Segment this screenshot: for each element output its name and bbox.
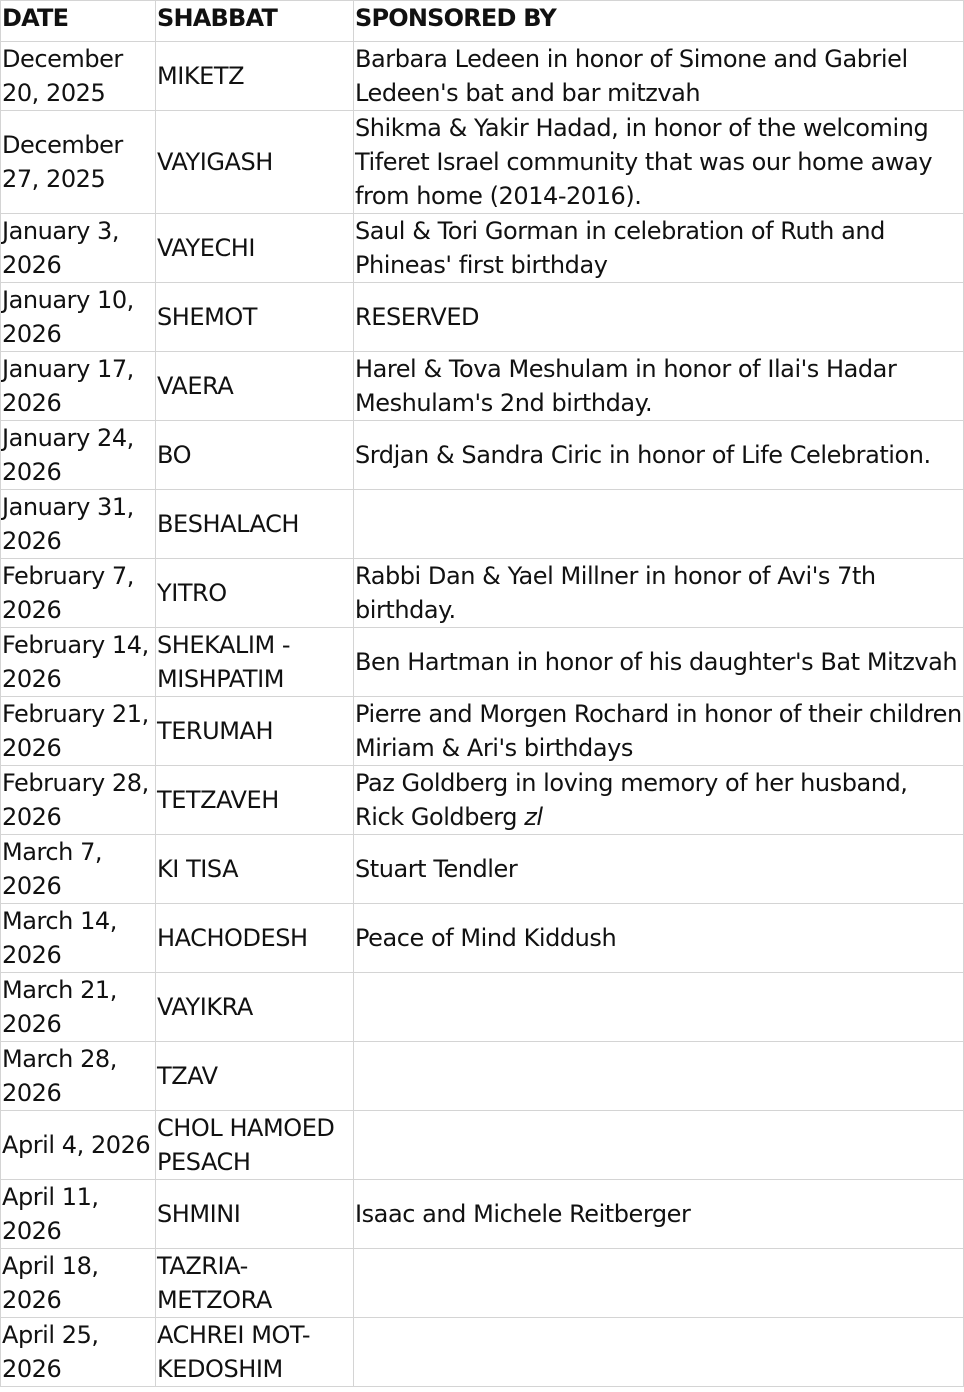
date-cell: January 10, 2026	[1, 283, 156, 352]
shabbat-cell: SHMINI	[156, 1180, 354, 1249]
shabbat-cell: KI TISA	[156, 835, 354, 904]
table-row	[1, 1180, 964, 1249]
table-row	[1, 1249, 964, 1318]
table-row	[1, 42, 964, 111]
sponsor-cell	[354, 1249, 964, 1318]
sponsor-cell	[354, 1111, 964, 1180]
sponsor-cell: Srdjan & Sandra Ciric in honor of Life Celebration.	[354, 421, 964, 490]
shabbat-cell: TAZRIA-METZORA	[156, 1249, 354, 1318]
date-cell: February 21, 2026	[1, 697, 156, 766]
sponsor-cell: Shikma & Yakir Hadad, in honor of the welcoming Tiferet Israel community that was our home away from home (2014-2016).	[354, 111, 964, 214]
shabbat-cell: TZAV	[156, 1042, 354, 1111]
date-cell: January 31, 2026	[1, 490, 156, 559]
date-cell: February 14, 2026	[1, 628, 156, 697]
table-row	[1, 421, 964, 490]
date-cell: March 28, 2026	[1, 1042, 156, 1111]
sponsor-suffix: zl	[524, 803, 543, 831]
table-row	[1, 628, 964, 697]
sponsor-cell: Barbara Ledeen in honor of Simone and Gabriel Ledeen's bat and bar mitzvah	[354, 42, 964, 111]
table-row	[1, 559, 964, 628]
date-cell: March 21, 2026	[1, 973, 156, 1042]
date-cell: January 17, 2026	[1, 352, 156, 421]
sponsor-cell: Saul & Tori Gorman in celebration of Ruth and Phineas' first birthday	[354, 214, 964, 283]
date-cell: April 25, 2026	[1, 1318, 156, 1387]
shabbat-cell: BESHALACH	[156, 490, 354, 559]
shabbat-cell: ACHREI MOT-KEDOSHIM	[156, 1318, 354, 1387]
date-cell: December 20, 2025	[1, 42, 156, 111]
table-row	[1, 766, 964, 835]
header-row	[1, 1, 964, 42]
sponsor-cell: Isaac and Michele Reitberger	[354, 1180, 964, 1249]
sponsor-text: Paz Goldberg in loving memory of her husband, Rick Goldberg	[355, 769, 908, 831]
table-row	[1, 973, 964, 1042]
date-cell: January 24, 2026	[1, 421, 156, 490]
date-cell: April 18, 2026	[1, 1249, 156, 1318]
table-row	[1, 697, 964, 766]
table-row	[1, 214, 964, 283]
sponsor-cell	[354, 1042, 964, 1111]
sponsor-cell	[354, 766, 964, 835]
sponsor-cell	[354, 1318, 964, 1387]
date-cell: December 27, 2025	[1, 111, 156, 214]
sponsored-by-column-header: SPONSORED BY	[354, 1, 964, 42]
shabbat-cell: VAYIKRA	[156, 973, 354, 1042]
table-row	[1, 1042, 964, 1111]
table-row	[1, 1111, 964, 1180]
sponsor-cell	[354, 973, 964, 1042]
shabbat-cell: VAERA	[156, 352, 354, 421]
shabbat-cell: VAYIGASH	[156, 111, 354, 214]
shabbat-cell: MIKETZ	[156, 42, 354, 111]
sponsor-cell: Harel & Tova Meshulam in honor of Ilai's Hadar Meshulam's 2nd birthday.	[354, 352, 964, 421]
date-cell: March 14, 2026	[1, 904, 156, 973]
table-row	[1, 904, 964, 973]
date-column-header: DATE	[1, 1, 156, 42]
shabbat-column-header: SHABBAT	[156, 1, 354, 42]
shabbat-cell: BO	[156, 421, 354, 490]
shabbat-cell: SHEMOT	[156, 283, 354, 352]
shabbat-cell: CHOL HAMOED PESACH	[156, 1111, 354, 1180]
table-row	[1, 111, 964, 214]
table-row	[1, 352, 964, 421]
date-cell: February 7, 2026	[1, 559, 156, 628]
shabbat-cell: HACHODESH	[156, 904, 354, 973]
sponsor-cell: RESERVED	[354, 283, 964, 352]
shabbat-cell: VAYECHI	[156, 214, 354, 283]
shabbat-cell: TETZAVEH	[156, 766, 354, 835]
sponsor-cell: Rabbi Dan & Yael Millner in honor of Avi's 7th birthday.	[354, 559, 964, 628]
shabbat-cell: TERUMAH	[156, 697, 354, 766]
date-cell: February 28, 2026	[1, 766, 156, 835]
date-cell: April 4, 2026	[1, 1111, 156, 1180]
table-row	[1, 835, 964, 904]
table-row	[1, 490, 964, 559]
date-cell: March 7, 2026	[1, 835, 156, 904]
sponsor-cell: Ben Hartman in honor of his daughter's Bat Mitzvah	[354, 628, 964, 697]
table-row	[1, 1318, 964, 1387]
sponsor-cell	[354, 490, 964, 559]
sponsor-cell: Stuart Tendler	[354, 835, 964, 904]
date-cell: January 3, 2026	[1, 214, 156, 283]
sponsor-cell: Pierre and Morgen Rochard in honor of their children Miriam & Ari's birthdays	[354, 697, 964, 766]
table-row	[1, 283, 964, 352]
date-cell: April 11, 2026	[1, 1180, 156, 1249]
shabbat-cell: YITRO	[156, 559, 354, 628]
sponsor-cell: Peace of Mind Kiddush	[354, 904, 964, 973]
shabbat-cell: SHEKALIM - MISHPATIM	[156, 628, 354, 697]
